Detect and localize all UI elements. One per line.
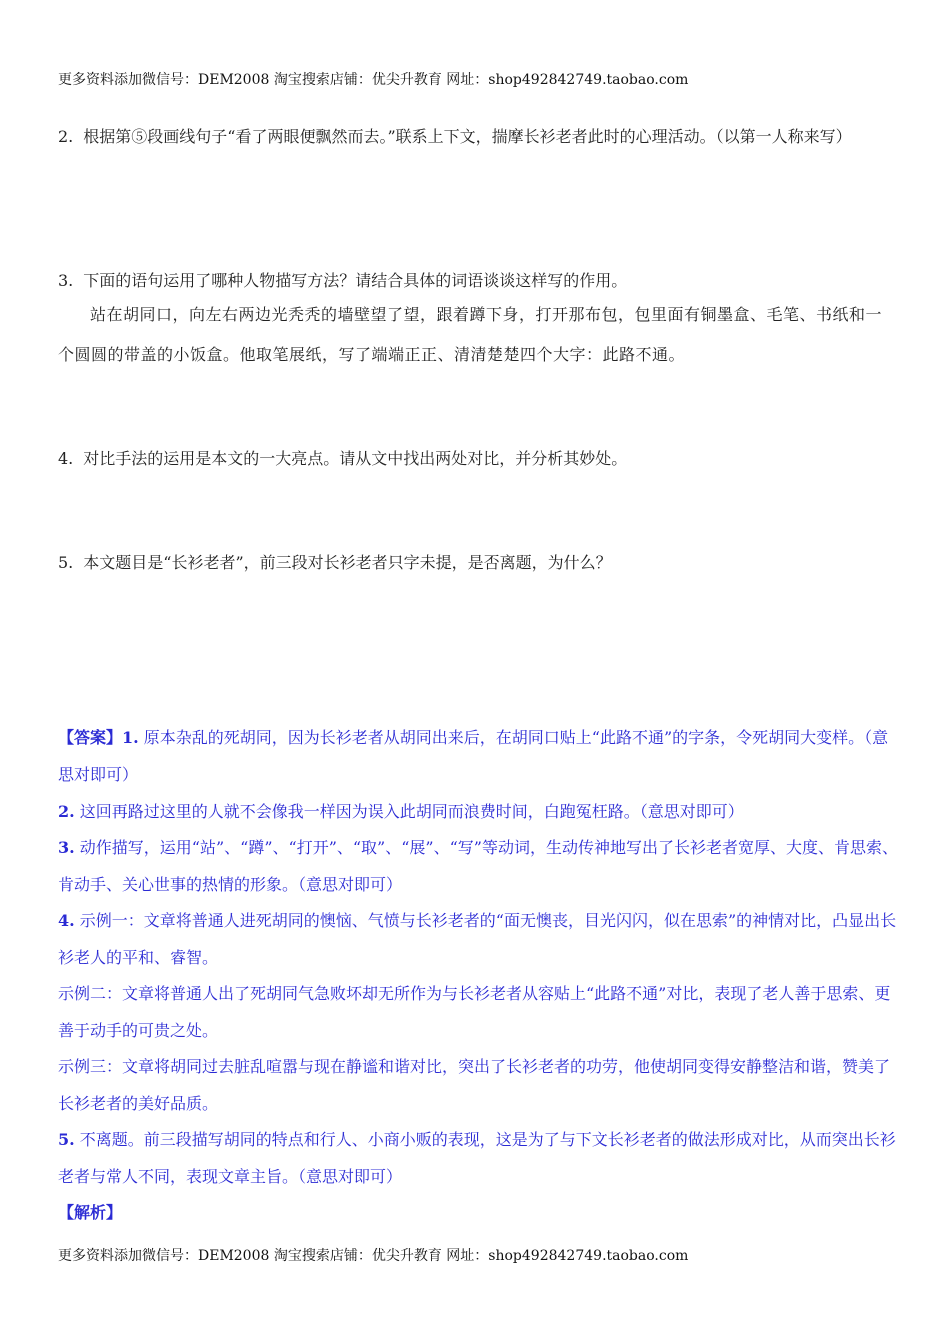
answer-text: 示例一：文章将普通人进死胡同的懊恼、气愤与长衫老者的“面无懊丧，目光闪闪，似在思索”的神情对比，凸显出长衫老人的平和、睿智。 — [58, 911, 897, 967]
answer-tag: 【答案】 — [58, 728, 123, 747]
page-footer: 更多资料添加微信号：DEM2008 淘宝搜索店铺：优尖升教育 网址：shop492842749.taobao.com — [58, 1248, 689, 1264]
analysis-tag — [58, 1194, 898, 1231]
analysis-label: 【解析】 — [58, 1203, 123, 1222]
answer-4 — [58, 902, 898, 976]
answer-number: 4. — [58, 911, 75, 930]
page-header: 更多资料添加微信号：DEM2008 淘宝搜索店铺：优尖升教育 网址：shop492842749.taobao.com — [58, 72, 689, 88]
question-number: 4. — [58, 449, 74, 468]
question-text: 本文题目是“长衫老者”，前三段对长衫老者只字未提，是否离题，为什么？ — [83, 553, 612, 572]
question-3 — [58, 262, 892, 299]
question-text: 对比手法的运用是本文的一大亮点。请从文中找出两处对比，并分析其妙处。 — [83, 449, 628, 468]
question-text: 下面的语句运用了哪种人物描写方法？请结合具体的词语谈谈这样写的作用。 — [83, 271, 628, 290]
answer-text: 这回再路过这里的人就不会像我一样因为误入此胡同而浪费时间，白跑冤枉路。（意思对即可） — [74, 802, 744, 821]
answer-number: 2. — [58, 802, 75, 821]
answer-3 — [58, 829, 898, 903]
question-5 — [58, 544, 892, 581]
answer-text: 不离题。前三段描写胡同的特点和行人、小商小贩的表现，这是为了与下文长衫老者的做法形成对比，从而突出长衫老者与常人不同，表现文章主旨。（意思对即可） — [58, 1130, 896, 1186]
question-text: 根据第⑤段画线句子“看了两眼便飘然而去。”联系上下文，揣摩长衫老者此时的心理活动。（以第一人称来写） — [83, 127, 852, 146]
answer-2 — [58, 793, 898, 830]
question-number: 2. — [58, 127, 74, 146]
question-number: 5. — [58, 553, 74, 572]
question-2 — [58, 118, 892, 155]
answer-number: 3. — [58, 838, 75, 857]
answer-text: 动作描写，运用“站”、“蹲”、“打开”、“取”、“展”、“写”等动词，生动传神地写出了长衫老者宽厚、大度、肯思索、肯动手、关心世事的热情的形象。（意思对即可） — [58, 838, 898, 894]
answer-5 — [58, 1121, 898, 1195]
question-number: 3. — [58, 271, 74, 290]
quoted-passage: 站在胡同口，向左右两边光秃秃的墙壁望了望，跟着蹲下身，打开那布包，包里面有铜墨盒、毛笔、书纸和一个圆圆的带盖的小饭盒。他取笔展纸，写了端端正正、清清楚楚四个大字：此路不通。 — [58, 305, 883, 364]
answer-1 — [58, 719, 898, 793]
answer-4-example-2: 示例二：文章将普通人出了死胡同气急败坏却无所作为与长衫老者从容贴上“此路不通”对比，表现了老人善于思索、更善于动手的可贵之处。 — [58, 984, 891, 1040]
answer-number: 5. — [58, 1130, 75, 1149]
answer-4-example-3: 示例三：文章将胡同过去脏乱喧嚣与现在静谧和谐对比，突出了长衫老者的功劳，他使胡同变得安静整洁和谐，赞美了长衫老者的美好品质。 — [58, 1057, 891, 1113]
answer-number: 1. — [122, 728, 139, 747]
answer-text: 原本杂乱的死胡同，因为长衫老者从胡同出来后，在胡同口贴上“此路不通”的字条，令死胡同大变样。（意思对即可） — [58, 728, 889, 784]
question-4 — [58, 440, 892, 477]
